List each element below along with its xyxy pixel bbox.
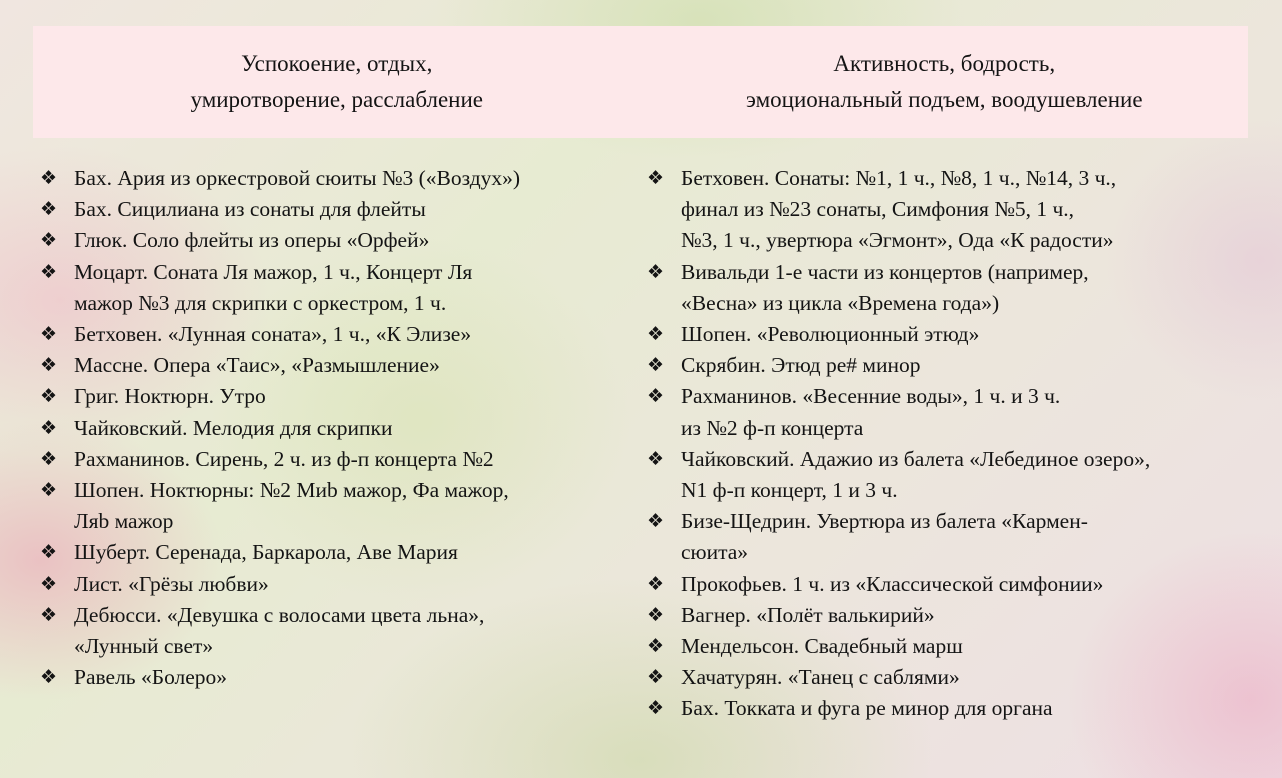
- diamond-bullet-icon: ❖: [40, 323, 58, 346]
- calm-music-item-text: Равель «Болеро»: [74, 665, 228, 690]
- header-active-line-2: эмоциональный подъем, воодушевление: [745, 87, 1143, 112]
- active-music-item-text: Вагнер. «Полёт валькирий»: [681, 602, 935, 627]
- calm-music-item: [40, 381, 615, 412]
- diamond-bullet-icon: ❖: [647, 447, 665, 470]
- active-music-item: [647, 569, 1257, 600]
- diamond-bullet-icon: ❖: [647, 167, 665, 189]
- calm-music-item: [40, 444, 615, 475]
- active-music-item-text: Вивальди 1-е части из концертов (например, «Весна» из цикла «Времена года»): [681, 259, 1089, 315]
- active-music-item: [647, 444, 1257, 506]
- active-music-item: [647, 350, 1257, 381]
- active-music-item-text: Мендельсон. Свадебный марш: [681, 634, 963, 659]
- diamond-bullet-icon: ❖: [40, 479, 58, 502]
- active-music-item-text: Бах. Токката и фуга ре минор для органа: [681, 696, 1053, 721]
- diamond-bullet-icon: ❖: [647, 572, 665, 595]
- diamond-bullet-icon: ❖: [40, 385, 58, 408]
- diamond-bullet-icon: ❖: [40, 447, 58, 470]
- calm-music-item: [40, 163, 615, 194]
- calm-music-item-text: Глюк. Соло флейты из оперы «Орфей»: [74, 228, 430, 253]
- diamond-bullet-icon: ❖: [647, 635, 665, 658]
- active-music-item: [647, 381, 1257, 443]
- calm-music-item-text: Бетховен. «Лунная соната», 1 ч., «К Элизе»: [74, 322, 472, 347]
- calm-music-item-text: Рахманинов. Сирень, 2 ч. из ф-п концерта №2: [74, 446, 494, 471]
- active-music-item-text: Хачатурян. «Танец с саблями»: [681, 665, 960, 690]
- header-active-line-1: Активность, бодрость,: [833, 51, 1056, 76]
- active-music-item-text: Бизе-Щедрин. Увертюра из балета «Кармен- сюита»: [681, 509, 1088, 565]
- calm-music-list: [40, 163, 615, 693]
- calm-music-item-text: Дебюсси. «Девушка с волосами цвета льна», «Лунный свет»: [74, 602, 485, 659]
- header-active: [641, 26, 1249, 138]
- active-music-item-text: Бетховен. Сонаты: №1, 1 ч., №8, 1 ч., №14, 3 ч., финал из №23 сонаты, Симфония №5, 1 ч., №3, 1 ч., увертюра «Эгмонт», Ода «К радости»: [681, 166, 1117, 253]
- diamond-bullet-icon: ❖: [647, 385, 665, 408]
- diamond-bullet-icon: ❖: [40, 354, 58, 377]
- calm-music-item-text: Массне. Опера «Таис», «Размышление»: [74, 353, 440, 378]
- header-calm-line-1: Успокоение, отдых,: [241, 51, 433, 76]
- active-music-item: [647, 257, 1257, 319]
- calm-music-item-text: Бах. Сицилиана из сонаты для флейты: [74, 197, 426, 222]
- diamond-bullet-icon: ❖: [40, 229, 58, 252]
- calm-music-item: [40, 413, 615, 444]
- calm-music-item-text: Лист. «Грёзы любви»: [74, 571, 269, 596]
- active-music-item: [647, 662, 1257, 693]
- calm-music-item: [40, 225, 615, 256]
- calm-music-item: [40, 600, 615, 662]
- diamond-bullet-icon: ❖: [40, 416, 58, 439]
- calm-music-item-text: Моцарт. Соната Ля мажор, 1 ч., Концерт Ля мажор №3 для скрипки с оркестром, 1 ч.: [74, 259, 473, 315]
- active-music-item: [647, 693, 1257, 724]
- diamond-bullet-icon: ❖: [40, 260, 58, 283]
- active-music-item: [647, 506, 1257, 568]
- active-music-item-text: Рахманинов. «Весенние воды», 1 ч. и 3 ч. из №2 ф-п концерта: [681, 384, 1061, 440]
- calm-music-item-text: Шопен. Ноктюрны: №2 Миb мажор, Фа мажор, Ляb мажор: [74, 478, 509, 534]
- calm-music-item: [40, 350, 615, 381]
- diamond-bullet-icon: ❖: [647, 697, 665, 720]
- diamond-bullet-icon: ❖: [647, 603, 665, 626]
- active-music-item: [647, 163, 1257, 257]
- header-calm: [33, 26, 641, 138]
- calm-music-item-text: Григ. Ноктюрн. Утро: [74, 384, 266, 409]
- active-music-item: [647, 600, 1257, 631]
- diamond-bullet-icon: ❖: [40, 198, 58, 221]
- diamond-bullet-icon: ❖: [40, 603, 58, 626]
- diamond-bullet-icon: ❖: [40, 541, 58, 564]
- calm-music-item-text: Чайковский. Мелодия для скрипки: [74, 415, 393, 440]
- calm-music-item: [40, 257, 615, 319]
- diamond-bullet-icon: ❖: [647, 510, 665, 533]
- active-music-item-text: Прокофьев. 1 ч. из «Классической симфонии»: [681, 571, 1104, 596]
- diamond-bullet-icon: ❖: [647, 323, 665, 346]
- active-music-item: [647, 631, 1257, 662]
- header-calm-line-2: умиротворение, расслабление: [190, 87, 483, 112]
- calm-music-item: [40, 319, 615, 350]
- active-music-list: [647, 163, 1257, 725]
- column-headers: [33, 26, 1248, 138]
- active-music-item-text: Чайковский. Адажио из балета «Лебединое озеро», N1 ф-п концерт, 1 и 3 ч.: [681, 446, 1151, 503]
- calm-music-item-text: Шуберт. Серенада, Баркарола, Аве Мария: [74, 540, 458, 565]
- active-music-item-text: Шопен. «Революционный этюд»: [681, 322, 980, 347]
- diamond-bullet-icon: ❖: [40, 572, 58, 595]
- diamond-bullet-icon: ❖: [40, 167, 58, 189]
- diamond-bullet-icon: ❖: [647, 260, 665, 283]
- calm-music-item: [40, 569, 615, 600]
- calm-music-item-text: Бах. Ария из оркестровой сюиты №3 («Воздух»): [74, 166, 521, 190]
- diamond-bullet-icon: ❖: [647, 354, 665, 377]
- active-music-item: [647, 319, 1257, 350]
- diamond-bullet-icon: ❖: [40, 666, 58, 689]
- calm-music-item: [40, 662, 615, 693]
- calm-music-item: [40, 537, 615, 568]
- diamond-bullet-icon: ❖: [647, 666, 665, 689]
- calm-music-item: [40, 475, 615, 537]
- active-music-item-text: Скрябин. Этюд ре# минор: [681, 353, 921, 378]
- calm-music-item: [40, 194, 615, 225]
